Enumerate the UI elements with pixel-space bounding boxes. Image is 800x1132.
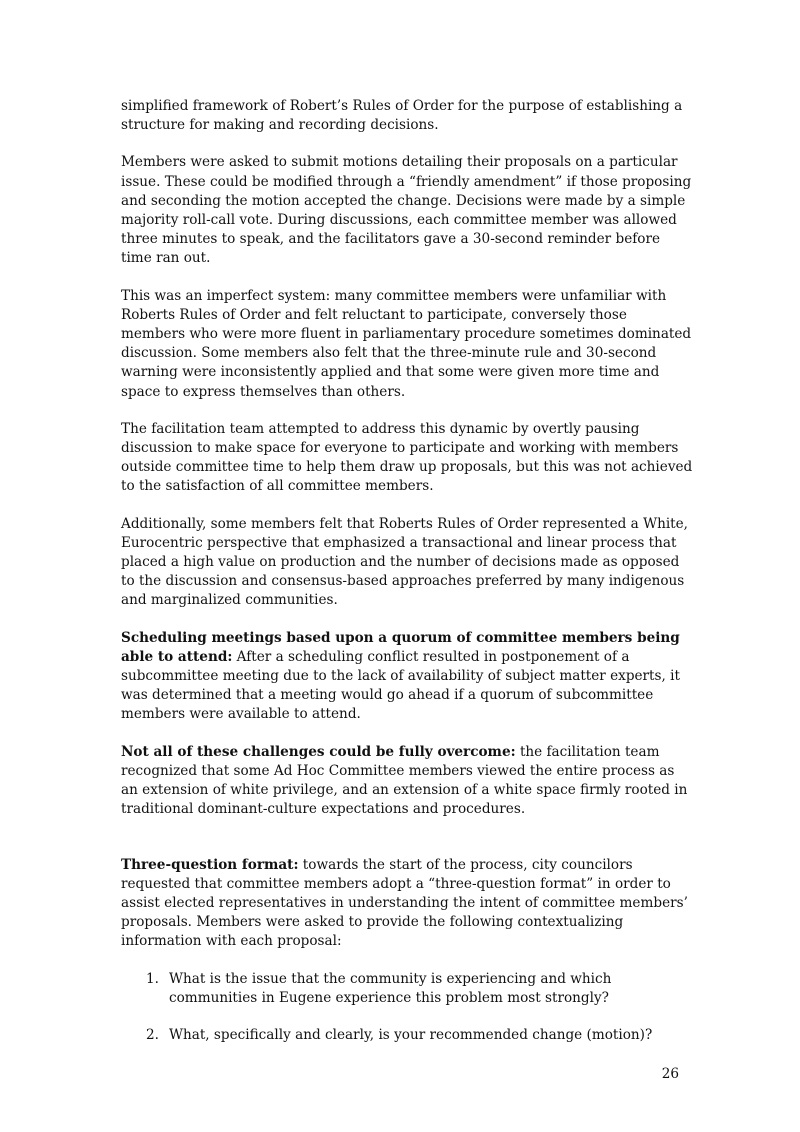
paragraph-three-question-format [121, 856, 693, 952]
paragraph-lead-heading: Not all of these challenges could be fully overcome: [121, 743, 516, 760]
paragraph-text: simplified framework of Robert’s Rules of Order for the purpose of establishing a structure for making and recording decisions. [121, 98, 683, 134]
paragraph-motions [121, 153, 693, 268]
list-item-number: 1. [146, 970, 159, 987]
list-item-number: 2. [146, 1026, 159, 1043]
paragraph-challenges [121, 743, 693, 820]
list-item-text: What, specifically and clearly, is your recommended change (motion)? [169, 1026, 653, 1043]
paragraph-text: Additionally, some members felt that Roberts Rules of Order represented a White, Eurocentric perspective that emphasized a transactional and linear process that placed a high value on production and the number of decisions made as opposed to the discussion and consensus-based approaches preferred by many indigenous and marginalized communities. [121, 515, 689, 609]
paragraph-text: After a scheduling conflict resulted in postponement of a subcommittee meeting due to the lack of availability of subject matter experts, it was determined that a meeting would go ahead if a quorum of subcommittee members were available to attend. [121, 648, 680, 723]
paragraph-imperfect-system [121, 287, 693, 402]
paragraph-facilitation-team [121, 420, 693, 497]
page-number: 26 [661, 1066, 679, 1082]
paragraph-text: towards the start of the process, city councilors requested that committee members adopt a “three-question format” in order to assist elected representatives in understanding the intent of committee members’ proposals. Members were asked to provide the following contextualizing information with each proposal: [121, 856, 688, 950]
paragraph-lead-heading: Three-question format: [121, 856, 299, 873]
list-item-text: What is the issue that the community is experiencing and which communities in Eugene experience this problem most strongly? [169, 970, 612, 1006]
paragraph-text: The facilitation team attempted to address this dynamic by overtly pausing discussion to make space for everyone to participate and working with members outside committee time to help them draw up proposals, but this was not achieved to the satisfaction of all committee members. [121, 420, 693, 495]
list-item [121, 970, 693, 1008]
paragraph-text: the facilitation team recognized that some Ad Hoc Committee members viewed the entire process as an extension of white privilege, and an extension of a white space firmly rooted in traditional dominant-culture expectations and procedures. [121, 743, 688, 818]
question-list [121, 970, 693, 1046]
paragraph-text: Members were asked to submit motions detailing their proposals on a particular issue. These could be modified through a “friendly amendment” if those proposing and seconding the motion accepted the change. Decisions were made by a simple majority roll-call vote. During discussions, each committee member was allowed three minutes to speak, and the facilitators gave a 30-second reminder before time ran out. [121, 154, 692, 267]
page-body [121, 97, 693, 1063]
paragraph-roberts-rules-intro [121, 97, 693, 135]
paragraph-lead-heading: Scheduling meetings based upon a quorum of committee members being able to attend: [121, 629, 680, 665]
paragraph-text: This was an imperfect system: many committee members were unfamiliar with Roberts Rules of Order and felt reluctant to participate, conversely those members who were more fluent in parliamentary procedure sometimes dominated discussion. Some members also felt that the three-minute rule and 30-second warning were inconsistently applied and that some were given more time and space to express themselves than others. [121, 287, 692, 400]
list-item [121, 1026, 693, 1045]
paragraph-scheduling-quorum [121, 629, 693, 725]
paragraph-eurocentric [121, 515, 693, 611]
